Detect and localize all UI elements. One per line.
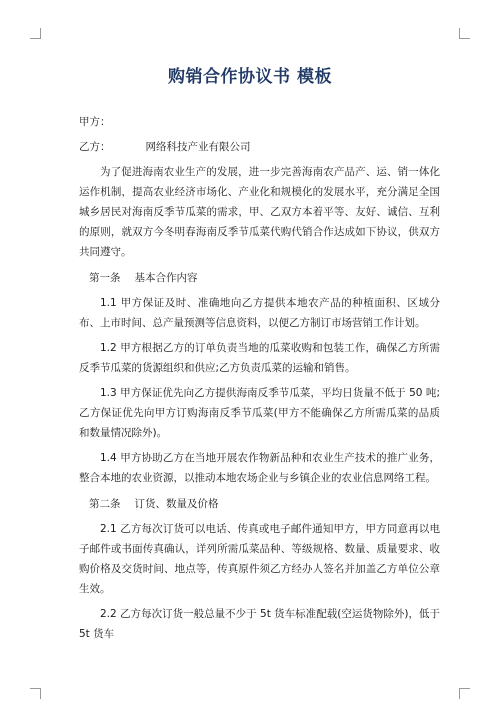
intro-paragraph: 为了促进海南农业生产的发展，进一步完善海南农产品产、运、销一体化运作机制，提高农业经济市场化、产业化和规模化的发展水平，充分满足全国城乡居民对海南反季节瓜菜的需求，甲、乙双方本着平等、友好、诚信、互利的原则，就双方今冬明春海南反季节瓜菜代购代销合作达成如下协议，供双方共同遵守。 xyxy=(79,166,440,258)
party-a-label: 甲方： xyxy=(79,116,111,128)
crop-mark-top-left xyxy=(30,28,41,39)
clause-2-2: 2.2 乙方每次订货一般总量不少于 5t 货车标准配载(空运货物除外)，低于 5t 货车 xyxy=(79,608,440,640)
crop-mark-bottom-right xyxy=(459,688,470,699)
clause-1-4: 1.4 甲方协助乙方在当地开展农作物新品种和农业生产技术的推广业务，整合本地的农业资源，以推动本地农场企业与乡镇企业的农业信息网络工程。 xyxy=(79,452,440,484)
party-b-label: 乙方： xyxy=(79,141,111,153)
party-b-line xyxy=(79,137,440,157)
article-1-title: 基本合作内容 xyxy=(134,272,198,284)
article-1-number: 第一条 xyxy=(89,272,121,284)
clause-2-1: 2.1 乙方每次订货可以电话、传真或电子邮件通知甲方，甲方同意再以电子邮件或书面传真确认，详列所需瓜菜品种、等级规格、数量、质量要求、收购价格及交货时间、地点等，传真原件须乙方经办人签名并加盖乙方单位公章生效。 xyxy=(79,523,440,595)
crop-mark-bottom-left xyxy=(30,688,41,699)
clause-1-2: 1.2 甲方根据乙方的订单负责当地的瓜菜收购和包装工作，确保乙方所需反季节瓜菜的货源组织和供应;乙方负责瓜菜的运输和销售。 xyxy=(79,342,440,374)
document-title: 购销合作协议书 模板 xyxy=(168,67,332,87)
article-1-heading xyxy=(89,268,440,288)
article-2-number: 第二条 xyxy=(89,498,121,510)
article-2-title: 订货、数量及价格 xyxy=(134,498,219,510)
article-2-heading xyxy=(89,494,440,514)
clause-1-3: 1.3 甲方保证优先向乙方提供海南反季节瓜菜，平均日货量不低于 50 吨;乙方保证优先向甲方订购海南反季节瓜菜(甲方不能确保乙方所需瓜菜的品质和数量情况除外)。 xyxy=(79,387,440,439)
party-b-value: 网络科技产业有限公司 xyxy=(145,141,251,153)
party-a-line xyxy=(79,112,440,132)
clause-1-1: 1.1 甲方保证及时、准确地向乙方提供本地农产品的种植面积、区域分布、上市时间、总产量预测等信息资料，以便乙方制订市场营销工作计划。 xyxy=(79,297,440,329)
document-body xyxy=(79,112,440,644)
crop-mark-top-right xyxy=(459,28,470,39)
